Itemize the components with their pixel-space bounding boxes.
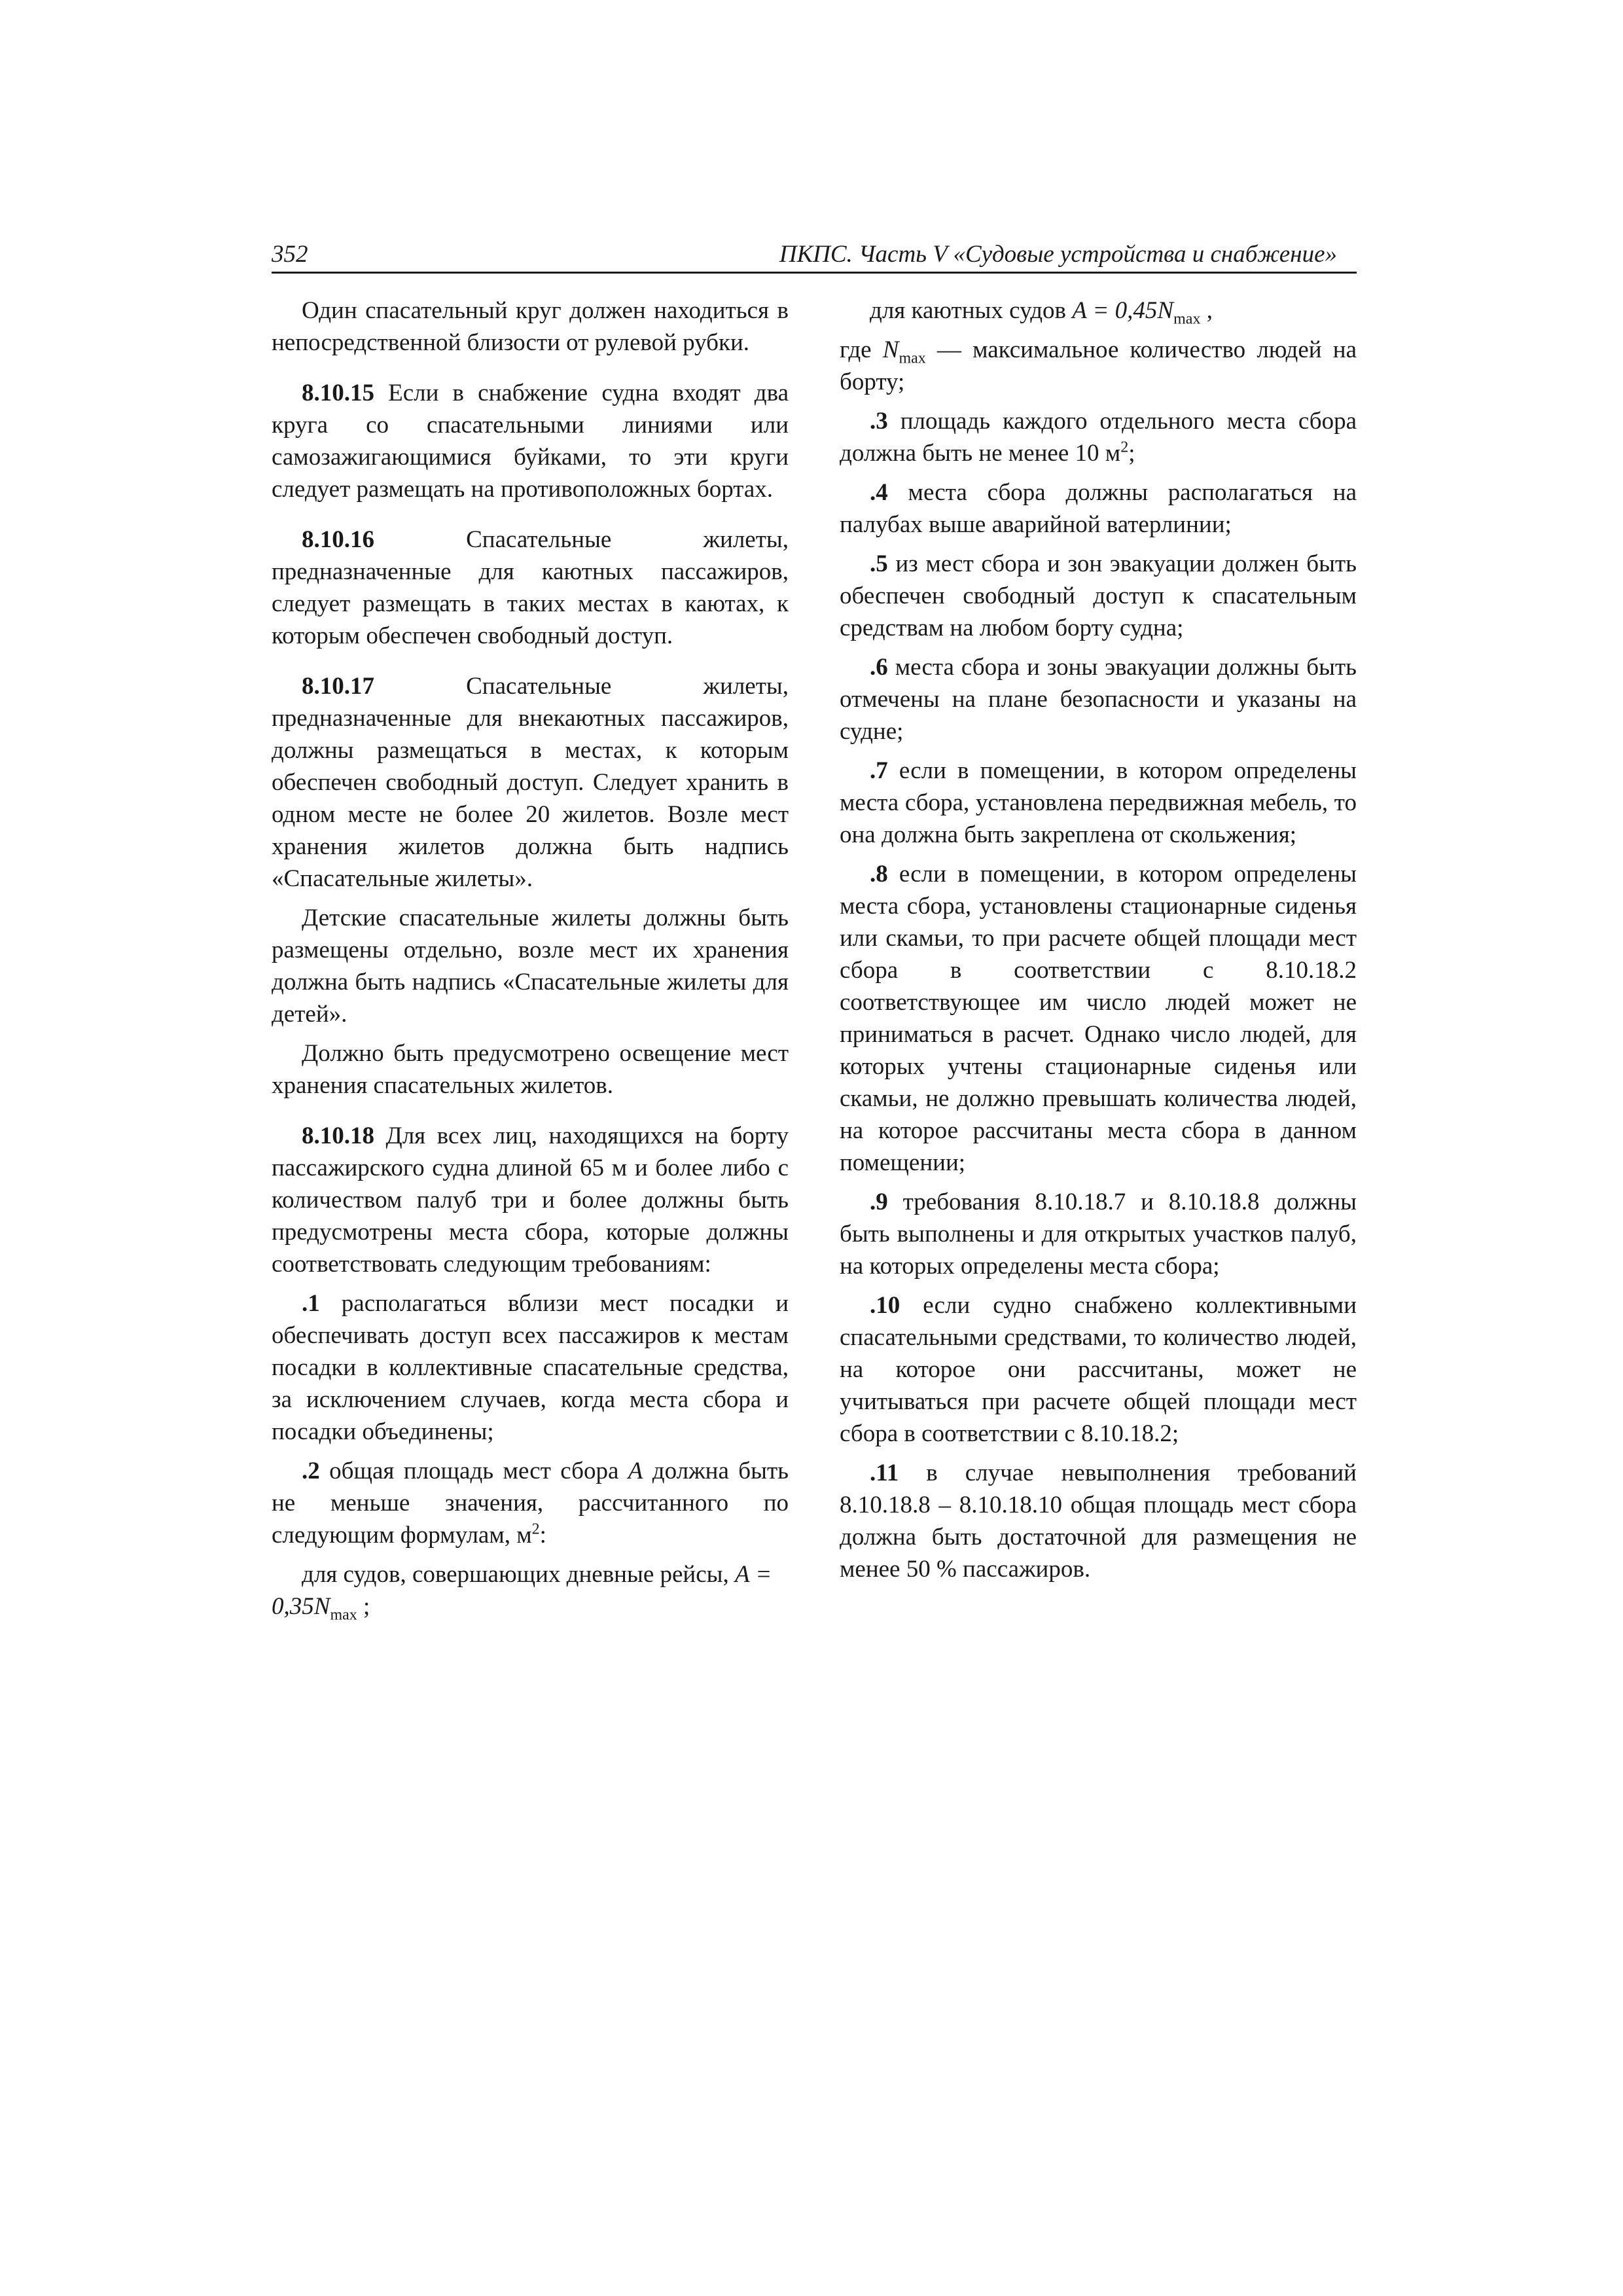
- paragraph-children-jackets: Детские спасательные жилеты должны быть размещены отдельно, возле мест их хранения должна быть надпись «Спасательные жилеты для детей».: [272, 905, 789, 1028]
- section-number: 8.10.15: [302, 380, 374, 406]
- item-text: если судно снабжено коллективными спасательными средствами, то количество людей, на которое они рассчитаны, может не учитываться при расчете общей площади мест сбора в соответствии с 8.10.18.2;: [840, 1292, 1357, 1447]
- list-item-3: [840, 405, 1357, 469]
- section-text: Спасательные жилеты, предназначенные для внекаютных пассажиров, должны размещаться в местах, к которым обеспечен свободный доступ. Следует хранить в одном месте не более 20 жилетов. Возле мест хранения жилетов должна быть надпись «Спасательные жилеты».: [272, 673, 789, 892]
- section-8-10-16: [272, 524, 789, 652]
- formula-label: для судов, совершающих дневные рейсы,: [302, 1561, 736, 1588]
- punctuation: ,: [1200, 297, 1213, 324]
- item-text: требования 8.10.18.7 и 8.10.18.8 должны быть выполнены и для открытых участков палуб, на которых определены места сбора;: [840, 1189, 1357, 1280]
- section-8-10-17: [272, 670, 789, 895]
- list-item-8: [840, 858, 1357, 1179]
- item-text: должна быть не меньше значения, рассчитанного по следующим формулам, м: [272, 1458, 789, 1549]
- list-item-9: [840, 1186, 1357, 1282]
- punctuation: ;: [1128, 440, 1135, 467]
- item-text: если в помещении, в котором определены места сбора, установлены стационарные сиденья или скамьи, то при расчете общей площади мест сбора в соответствии с 8.10.18.2 соответствующее им число людей может не приниматься в расчет. Однако число людей, для которых учтены стационарные сиденья или скамьи, не должно превышать количества людей, на которое рассчитаны места сбора в данном помещении;: [840, 861, 1357, 1176]
- where-label: где: [840, 336, 883, 363]
- item-number: .5: [870, 550, 888, 577]
- variable-a: A: [628, 1458, 643, 1484]
- formula-cabin-ships: [840, 295, 1357, 327]
- explanation-text: — максимальное количество людей на борту;: [840, 336, 1357, 395]
- item-number: .7: [870, 757, 888, 784]
- item-number: .2: [302, 1458, 320, 1484]
- section-number: 8.10.18: [302, 1122, 374, 1149]
- list-item-1: [272, 1287, 789, 1448]
- punctuation: :: [539, 1522, 546, 1549]
- formula: A = 0,45N: [1072, 297, 1174, 324]
- list-item-4: [840, 476, 1357, 541]
- formula-explanation: [840, 334, 1357, 398]
- list-item-2: [272, 1455, 789, 1551]
- section-text: Если в снабжение судна входят два круга со спасательными линиями или самозажигающимися буйками, то эти круги следует размещать на противоположных бортах.: [272, 380, 789, 503]
- formula-subscript: max: [330, 1606, 357, 1624]
- punctuation: ;: [357, 1593, 370, 1620]
- item-text: из мест сбора и зон эвакуации должен быть обеспечен свободный доступ к спасательным средствам на любом борту судна;: [840, 550, 1357, 641]
- item-number: .11: [870, 1460, 899, 1486]
- item-number: .1: [302, 1290, 320, 1317]
- item-number: .8: [870, 861, 888, 888]
- paragraph-lifebuoy-wheelhouse: Один спасательный круг должен находиться в непосредственной близости от рулевой рубки.: [272, 297, 789, 356]
- section-8-10-18: [272, 1120, 789, 1280]
- page-number: 352: [272, 241, 308, 268]
- list-item-11: [840, 1457, 1357, 1585]
- section-text: Спасательные жилеты, предназначенные для каютных пассажиров, следует размещать в таких местах в каютах, к которым обеспечен свободный доступ.: [272, 526, 789, 649]
- formula-day-trips: [272, 1558, 789, 1623]
- variable-n: N: [882, 336, 899, 363]
- running-title: ПКПС. Часть V «Судовые устройства и снабжение»: [779, 241, 1337, 268]
- right-column: [840, 295, 1357, 1592]
- superscript: 2: [1120, 439, 1129, 456]
- item-text: общая площадь мест сбора: [319, 1458, 628, 1484]
- list-item-7: [840, 755, 1357, 851]
- section-8-10-15: [272, 377, 789, 505]
- item-text: места сбора и зоны эвакуации должны быть отмечены на плане безопасности и указаны на судне;: [840, 654, 1357, 745]
- section-text: Для всех лиц, находящихся на борту пассажирского судна длиной 65 м и более либо с количеством палуб три и более должны быть предусмотрены места сбора, которые должны соответствовать следующим требованиям:: [272, 1122, 789, 1278]
- superscript: 2: [531, 1520, 540, 1538]
- item-number: .3: [870, 408, 888, 435]
- list-item-5: [840, 548, 1357, 644]
- formula: A = 0,35N: [272, 1561, 772, 1620]
- item-text: в случае невыполнения требований 8.10.18.8 – 8.10.18.10 общая площадь мест сбора должна быть достаточной для размещения не менее 50 % пассажиров.: [840, 1460, 1357, 1583]
- list-item-6: [840, 651, 1357, 747]
- item-text: места сбора должны располагаться на палубах выше аварийной ватерлинии;: [840, 479, 1357, 538]
- list-item-10: [840, 1289, 1357, 1450]
- formula-subscript: max: [1173, 310, 1201, 328]
- item-number: .10: [870, 1292, 901, 1319]
- formula-label: для каютных судов: [870, 297, 1073, 324]
- section-number: 8.10.17: [302, 673, 374, 700]
- item-text: если в помещении, в котором определены места сбора, установлена передвижная мебель, то она должна быть закреплена от скольжения;: [840, 757, 1357, 848]
- item-number: .9: [870, 1189, 888, 1215]
- item-text: располагаться вблизи мест посадки и обеспечивать доступ всех пассажиров к местам посадки в коллективные спасательные средства, за исключением случаев, когда места сбора и посадки объединены;: [272, 1290, 789, 1445]
- paragraph-lighting: Должно быть предусмотрено освещение мест хранения спасательных жилетов.: [272, 1040, 789, 1099]
- item-number: .4: [870, 479, 888, 506]
- item-text: площадь каждого отдельного места сбора должна быть не менее 10 м: [840, 408, 1357, 467]
- item-number: .6: [870, 654, 888, 681]
- section-number: 8.10.16: [302, 526, 374, 553]
- left-column: [272, 295, 789, 1630]
- variable-subscript: max: [899, 350, 926, 367]
- running-header: [272, 238, 1357, 274]
